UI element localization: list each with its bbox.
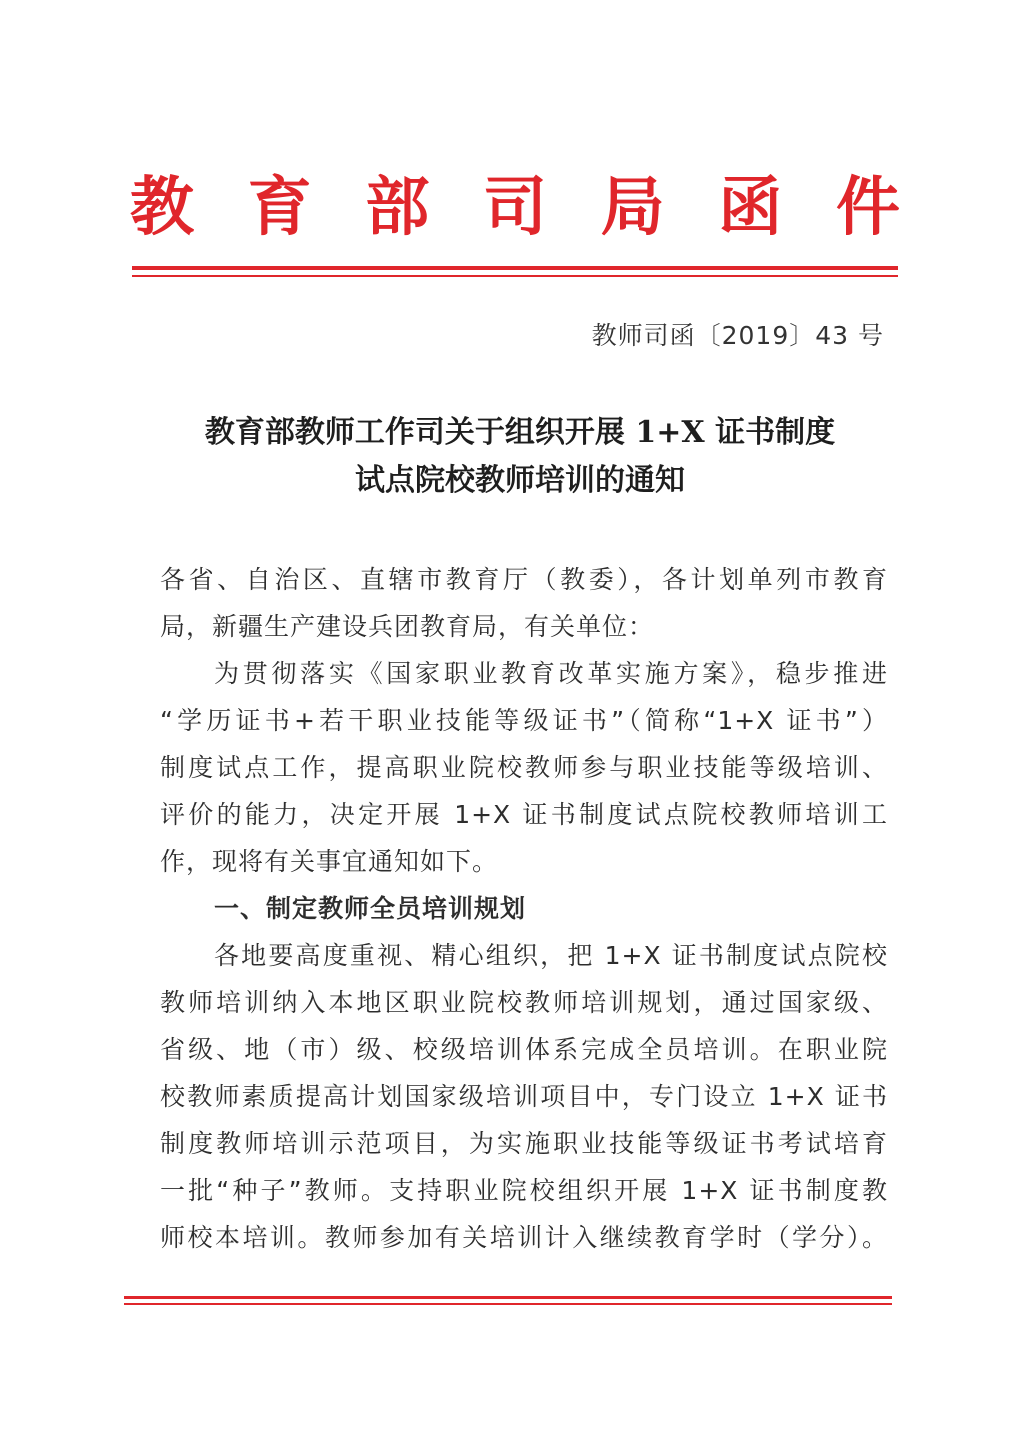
body-line: 评价的能力，决定开展 1+X 证书制度试点院校教师培训工 bbox=[160, 800, 888, 829]
masthead-char: 育 bbox=[247, 170, 312, 245]
document-title-line-1: 教育部教师工作司关于组织开展 1+X 证书制度 bbox=[204, 415, 836, 450]
masthead-title bbox=[130, 168, 900, 248]
document-number: 教师司函〔2019〕43 号 bbox=[591, 321, 884, 350]
body-line: 省级、地（市）级、校级培训体系完成全员培训。在职业院 bbox=[160, 1035, 888, 1064]
masthead-char: 教 bbox=[130, 170, 194, 245]
body-line: 教师培训纳入本地区职业院校教师培训规划，通过国家级、 bbox=[160, 988, 888, 1017]
masthead-rule-thin bbox=[132, 275, 898, 277]
body-line: 为贯彻落实《国家职业教育改革实施方案》，稳步推进 bbox=[214, 659, 888, 688]
masthead-rule-thick bbox=[132, 266, 898, 270]
body-line: 制度试点工作，提高职业院校教师参与职业技能等级培训、 bbox=[160, 753, 888, 782]
masthead-char: 函 bbox=[718, 170, 783, 245]
body-line: 各省、自治区、直辖市教育厅（教委），各计划单列市教育 bbox=[160, 565, 888, 594]
body-line: 局，新疆生产建设兵团教育局，有关单位： bbox=[160, 612, 655, 641]
masthead-char: 件 bbox=[835, 170, 900, 245]
masthead-char: 司 bbox=[482, 170, 547, 245]
masthead-char: 局 bbox=[600, 170, 665, 245]
body-line: 作，现将有关事宜通知如下。 bbox=[160, 847, 499, 876]
footer-rule-thick bbox=[124, 1296, 892, 1299]
section-heading: 一、制定教师全员培训规划 bbox=[214, 894, 527, 923]
body-line: 师校本培训。教师参加有关培训计入继续教育学时（学分）。 bbox=[160, 1223, 888, 1252]
footer-rule-thin bbox=[124, 1303, 892, 1305]
body-line: 各地要高度重视、精心组织，把 1+X 证书制度试点院校 bbox=[214, 941, 888, 970]
body-line: 校教师素质提高计划国家级培训项目中，专门设立 1+X 证书 bbox=[160, 1082, 888, 1111]
document-title-line-2: 试点院校教师培训的通知 bbox=[355, 463, 685, 498]
document-body bbox=[160, 556, 888, 1261]
body-line: “学历证书+若干职业技能等级证书”（简称“1+X 证书”） bbox=[160, 706, 888, 735]
masthead-char: 部 bbox=[365, 170, 430, 245]
body-line: 制度教师培训示范项目，为实施职业技能等级证书考试培育 bbox=[160, 1129, 888, 1158]
body-line: 一批“种子”教师。支持职业院校组织开展 1+X 证书制度教 bbox=[160, 1176, 888, 1205]
